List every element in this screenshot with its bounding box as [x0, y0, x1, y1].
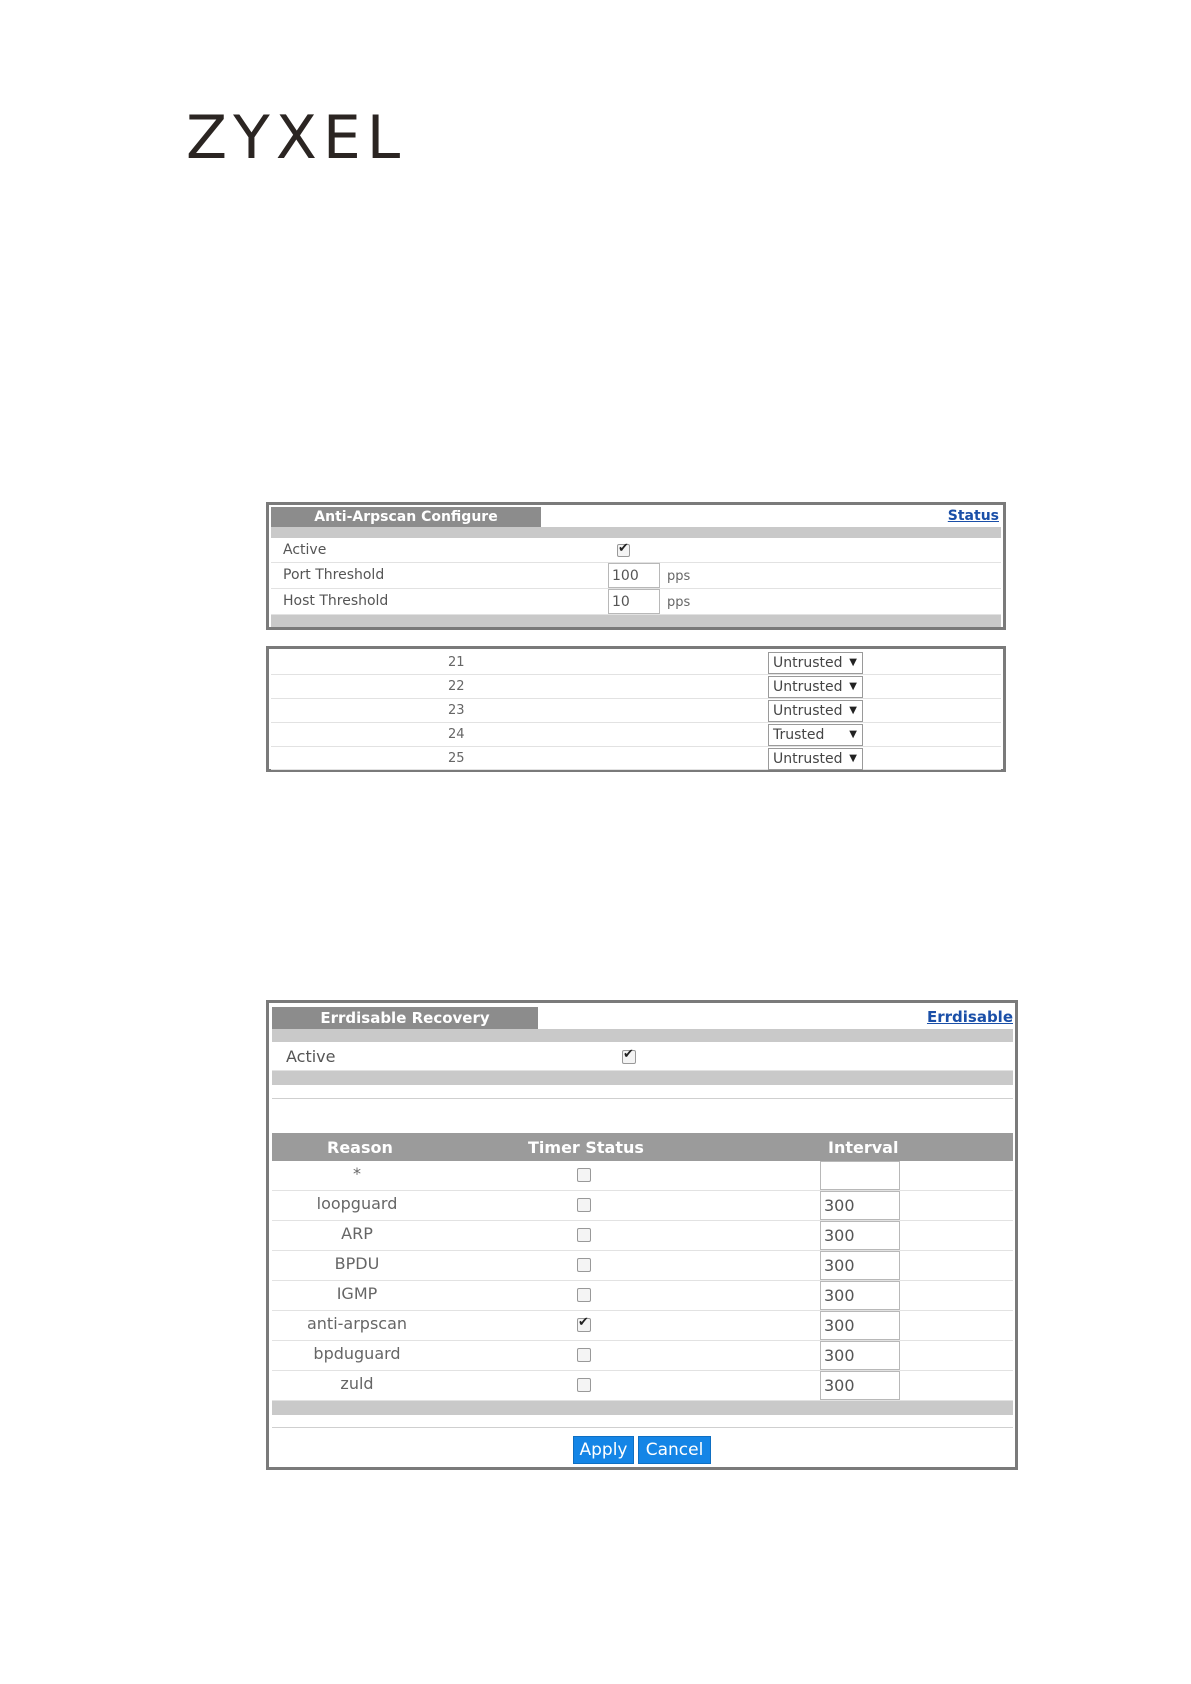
reason-cell: BPDU — [334, 1254, 380, 1273]
port-state-value: Untrusted — [773, 655, 843, 671]
interval-input[interactable] — [820, 1311, 900, 1340]
table-row — [272, 1371, 1013, 1401]
port-row — [271, 747, 1001, 770]
apply-button[interactable]: Apply — [573, 1436, 634, 1464]
table-row — [272, 1251, 1013, 1281]
column-timer-status: Timer Status — [528, 1138, 644, 1157]
port-threshold-row — [271, 563, 1001, 589]
active-footer-bar — [272, 1071, 1013, 1085]
interval-input[interactable] — [820, 1281, 900, 1310]
chevron-down-icon: ▼ — [849, 705, 857, 716]
port-row — [271, 675, 1001, 699]
chevron-down-icon: ▼ — [849, 729, 857, 740]
port-number: 25 — [448, 751, 465, 766]
interval-input[interactable] — [820, 1161, 900, 1190]
port-state-select[interactable] — [768, 748, 863, 770]
active-label: Active — [286, 1047, 336, 1066]
interval-input[interactable] — [820, 1251, 900, 1280]
chevron-down-icon: ▼ — [849, 753, 857, 764]
table-header — [272, 1133, 1013, 1161]
errdisable-panel — [266, 1000, 1018, 1470]
footer-bar — [271, 615, 1001, 627]
port-state-value: Untrusted — [773, 751, 843, 767]
errdisable-title: Errdisable Recovery — [272, 1007, 538, 1029]
active-label: Active — [283, 542, 327, 558]
errdisable-link[interactable]: Errdisable — [926, 1008, 1013, 1026]
reason-cell: loopguard — [316, 1194, 398, 1213]
interval-input[interactable] — [820, 1371, 900, 1400]
table-row — [272, 1161, 1013, 1191]
timer-checkbox[interactable] — [577, 1348, 591, 1362]
host-threshold-unit: pps — [667, 595, 691, 610]
timer-checkbox[interactable] — [577, 1168, 591, 1182]
port-number: 23 — [448, 703, 465, 718]
port-state-value: Untrusted — [773, 703, 843, 719]
active-row — [272, 1042, 1013, 1071]
port-state-select[interactable] — [768, 676, 863, 698]
port-number: 22 — [448, 679, 465, 694]
port-number: 24 — [448, 727, 465, 742]
reason-cell: zuld — [340, 1374, 374, 1393]
table-row — [272, 1221, 1013, 1251]
port-state-select[interactable] — [768, 724, 863, 746]
table-row — [272, 1281, 1013, 1311]
separator — [272, 1098, 1013, 1099]
port-threshold-input[interactable] — [608, 563, 660, 588]
reason-cell: bpduguard — [313, 1344, 401, 1363]
interval-input[interactable] — [820, 1221, 900, 1250]
timer-checkbox[interactable] — [577, 1228, 591, 1242]
port-row — [271, 651, 1001, 675]
cancel-button[interactable]: Cancel — [638, 1436, 711, 1464]
chevron-down-icon: ▼ — [849, 681, 857, 692]
timer-checkbox[interactable] — [577, 1288, 591, 1302]
host-threshold-row — [271, 589, 1001, 615]
separator — [272, 1427, 1013, 1428]
timer-checkbox[interactable] — [577, 1258, 591, 1272]
host-threshold-input[interactable] — [608, 589, 660, 614]
port-state-value: Untrusted — [773, 679, 843, 695]
anti-arpscan-panel — [266, 502, 1006, 630]
port-state-select[interactable] — [768, 700, 863, 722]
active-checkbox[interactable] — [622, 1050, 636, 1064]
table-row — [272, 1311, 1013, 1341]
reason-cell: anti-arpscan — [306, 1314, 408, 1333]
header-bar — [272, 1029, 1013, 1042]
active-row — [271, 538, 1001, 563]
active-checkbox[interactable] — [617, 544, 630, 557]
port-number: 21 — [448, 655, 465, 670]
reason-cell: ARP — [341, 1224, 373, 1243]
table-footer-bar — [272, 1401, 1013, 1415]
reason-cell: * — [353, 1164, 361, 1183]
reason-cell: IGMP — [336, 1284, 378, 1303]
table-row — [272, 1341, 1013, 1371]
column-reason: Reason — [327, 1138, 393, 1157]
port-row — [271, 699, 1001, 723]
port-threshold-unit: pps — [667, 569, 691, 584]
port-row — [271, 723, 1001, 747]
port-state-value: Trusted — [773, 727, 825, 743]
anti-arpscan-title: Anti-Arpscan Configure — [271, 507, 541, 527]
port-threshold-label: Port Threshold — [283, 567, 385, 583]
timer-checkbox[interactable] — [577, 1198, 591, 1212]
port-trust-panel — [266, 646, 1006, 772]
timer-checkbox[interactable] — [577, 1378, 591, 1392]
host-threshold-label: Host Threshold — [283, 593, 389, 609]
header-bar — [271, 527, 1001, 538]
column-interval: Interval — [828, 1138, 899, 1157]
port-state-select[interactable] — [768, 652, 863, 674]
chevron-down-icon: ▼ — [849, 657, 857, 668]
zyxel-logo: ZYXEL — [186, 103, 407, 173]
table-row — [272, 1191, 1013, 1221]
interval-input[interactable] — [820, 1341, 900, 1370]
status-link[interactable]: Status — [947, 508, 999, 524]
interval-input[interactable] — [820, 1191, 900, 1220]
timer-checkbox[interactable] — [577, 1318, 591, 1332]
